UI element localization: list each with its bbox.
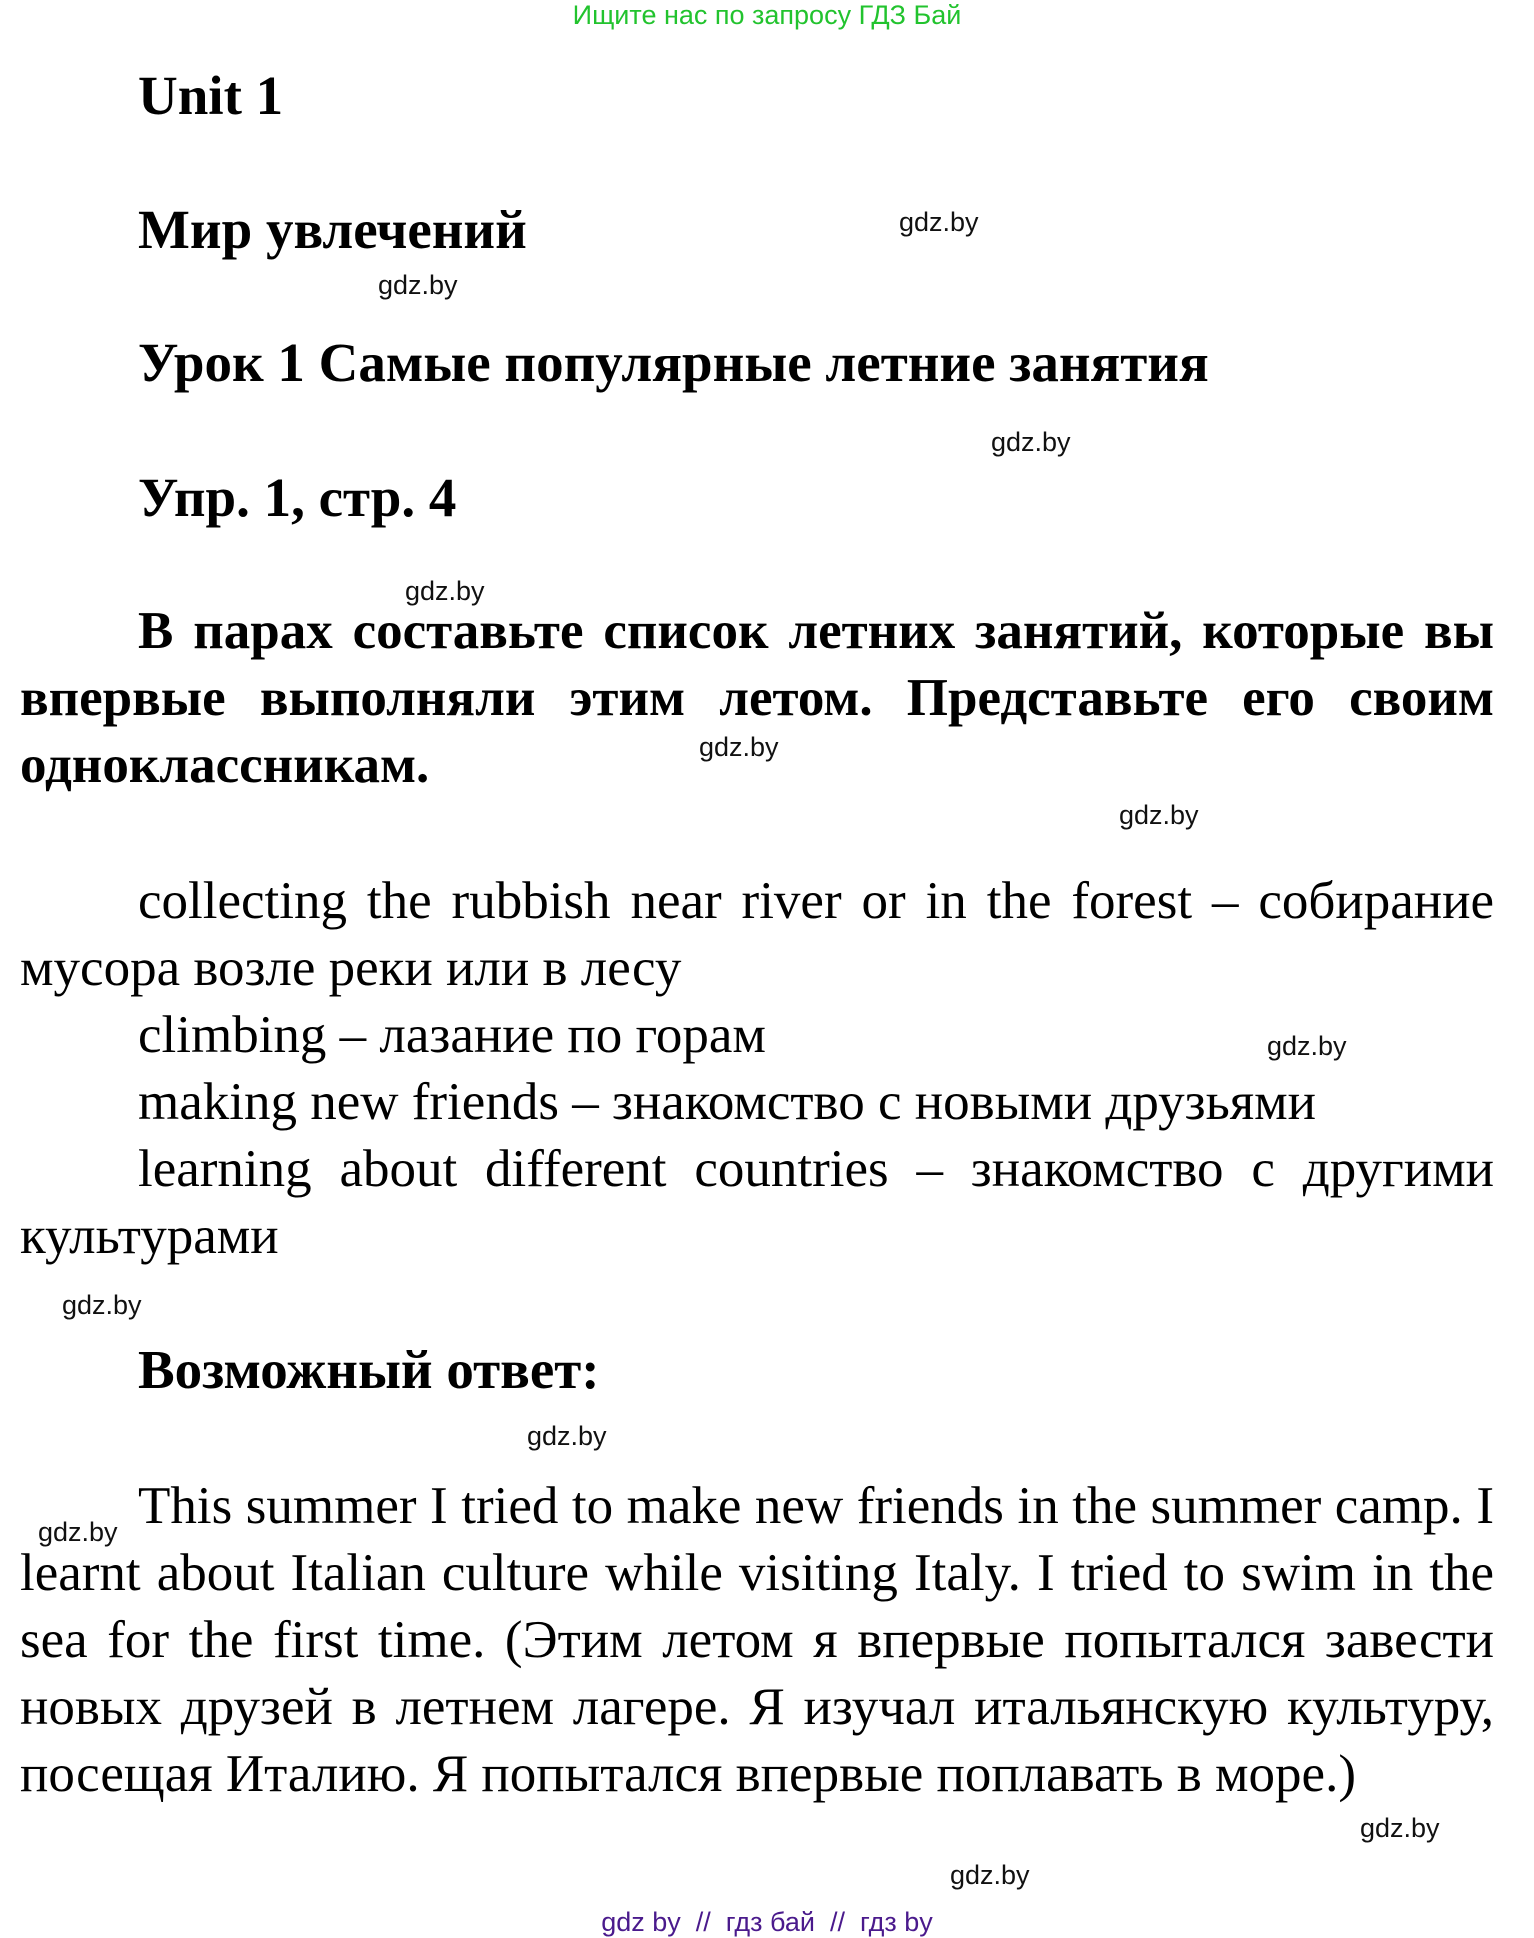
watermark: gdz.by [527, 1421, 607, 1451]
watermark: gdz.by [405, 576, 485, 606]
search-banner[interactable]: Ищите нас по запросу ГДЗ Бай [572, 0, 962, 30]
task-instructions [20, 598, 1494, 799]
lesson-title: Урок 1 Самые популярные летние занятия [138, 332, 1209, 393]
task-text: В парах составьте список летних занятий, которые вы впервые выполняли этим летом. Представьте его своим одноклассникам. [20, 602, 1494, 794]
exercise-title: Упр. 1, стр. 4 [138, 467, 457, 528]
answer-label: Возможный ответ: [138, 1339, 600, 1400]
unit-title: Unit 1 [138, 65, 284, 126]
watermark: gdz.by [699, 732, 779, 762]
watermark: gdz.by [378, 270, 458, 300]
watermark: gdz.by [899, 207, 979, 237]
activity-item: making new friends – знакомство с новыми друзьями [138, 1073, 1317, 1131]
footer-links[interactable]: gdz by // гдз бай // гдз by [601, 1907, 933, 1937]
activities-list [20, 868, 1494, 1270]
activity-item: learning about different countries – знакомство с другими культурами [20, 1140, 1494, 1265]
answer-text: This summer I tried to make new friends in the summer camp. I learnt about Italian culture while visiting Italy. I tried to swim in the sea for the first time. (Этим летом я впервые попытался завести новых друзей в летнем лагере. Я изучал итальянскую культуру, посещая Италию. Я попытался впервые поплавать в море.) [20, 1477, 1494, 1803]
watermark: gdz.by [38, 1517, 118, 1547]
topic-title: Мир увлечений [138, 199, 527, 260]
watermark: gdz.by [991, 427, 1071, 457]
watermark: gdz.by [1360, 1813, 1440, 1843]
answer-block [20, 1473, 1494, 1808]
watermark: gdz.by [950, 1860, 1030, 1890]
activity-item: climbing – лазание по горам [138, 1006, 766, 1064]
watermark: gdz.by [1267, 1031, 1347, 1061]
watermark: gdz.by [62, 1290, 142, 1320]
watermark: gdz.by [1119, 800, 1199, 830]
activity-item: collecting the rubbish near river or in the forest – собирание мусора возле реки или в лесу [20, 872, 1494, 997]
